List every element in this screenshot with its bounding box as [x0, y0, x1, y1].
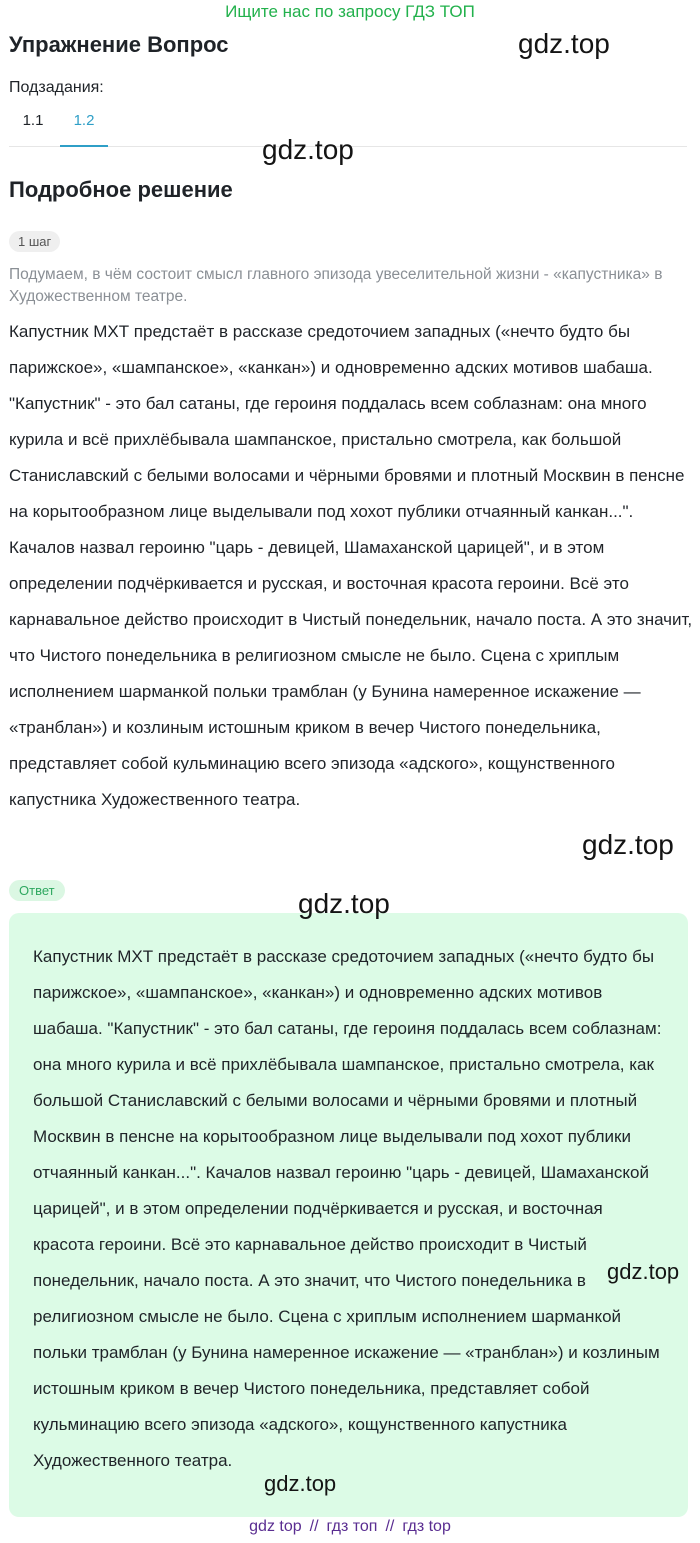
watermark: gdz.top: [262, 134, 354, 165]
answer-text: Капустник МХТ предстаёт в рассказе средоточием западных («нечто будто бы парижское», «шампанское», «канкан») и одновременно адских мотивов шабаша. "Капустник" - это бал сатаны, где героиня поддалась всем соблазнам: она много курила и всё прихлёбывала шампанское, пристально смотрела, как большой Станиславский с белыми волосами и чёрными бровями и плотный Москвин в пенсне на корытообразном лице выделывали под хохот публики отчаянный канкан...". Качалов назвал героиню "царь - девицей, Шамаханской царицей", и в этом определении подчёркивается и русская, и восточная красота героини. Всё это карнавальное действо происходит в Чистый понедельник, начало поста. А это значит, что Чистого понедельника в религиозном смысле не было. Сцена с хриплым исполнением шарманкой польки трамблан (у Бунина намеренное искажение — «транблан») и козлиным истошным криком в вечер Чистого понедельника, представляет собой кульминацию всего эпизода «адского», кощунственного капустника Художественного театра.: [33, 947, 662, 1470]
footer-link-gdz-top-ru[interactable]: гдз топ: [326, 1518, 378, 1535]
step-badge: 1 шаг: [9, 231, 60, 252]
tab-1-2-active[interactable]: 1.2: [60, 112, 108, 140]
watermark: gdz.top: [264, 1471, 337, 1496]
footer-separator: //: [385, 1518, 395, 1535]
solution-section-title: Подробное решение: [9, 177, 233, 202]
step-hint: Подумаем, в чём состоит смысл главного эпизода увеселительной жизни - «капустника» в Художественном театре.: [9, 266, 663, 305]
watermark: gdz.top: [298, 888, 390, 919]
watermark: gdz.top: [582, 829, 674, 860]
tab-1-1[interactable]: 1.1: [22, 112, 44, 129]
footer-link-gdz-top[interactable]: gdz top: [249, 1518, 302, 1535]
footer-links: [0, 1518, 700, 1536]
watermark: gdz.top: [518, 28, 610, 59]
solution-text: Капустник МХТ предстаёт в рассказе средоточием западных («нечто будто бы парижское», «шампанское», «канкан») и одновременно адских мотивов шабаша. "Капустник" - это бал сатаны, где героиня поддалась всем соблазнам: она много курила и всё прихлёбывала шампанское, пристально смотрела, как большой Станиславский с белыми волосами и чёрными бровями и плотный Москвин в пенсне на корытообразном лице выделывали под хохот публики отчаянный канкан...". Качалов назвал героиню "царь - девицей, Шамаханской царицей", и в этом определении подчёркивается и русская, и восточная красота героини. Всё это карнавальное действо происходит в Чистый понедельник, начало поста. А это значит, что Чистого понедельника в религиозном смысле не было. Сцена с хриплым исполнением шарманкой польки трамблан (у Бунина намеренное искажение — «транблан») и козлиным истошным криком в вечер Чистого понедельника, представляет собой кульминацию всего эпизода «адского», кощунственного капустника Художественного театра.: [9, 322, 693, 809]
answer-box: [9, 913, 688, 1517]
answer-badge: Ответ: [9, 880, 65, 901]
search-banner: Ищите нас по запросу ГДЗ ТОП: [225, 2, 475, 21]
subtasks-label: Подзадания:: [9, 79, 104, 96]
watermark: gdz.top: [607, 1259, 680, 1284]
page-title: Упражнение Вопрос: [9, 32, 229, 57]
footer-separator: //: [309, 1518, 319, 1535]
footer-link-gdz-top-mixed[interactable]: гдз top: [402, 1518, 451, 1535]
